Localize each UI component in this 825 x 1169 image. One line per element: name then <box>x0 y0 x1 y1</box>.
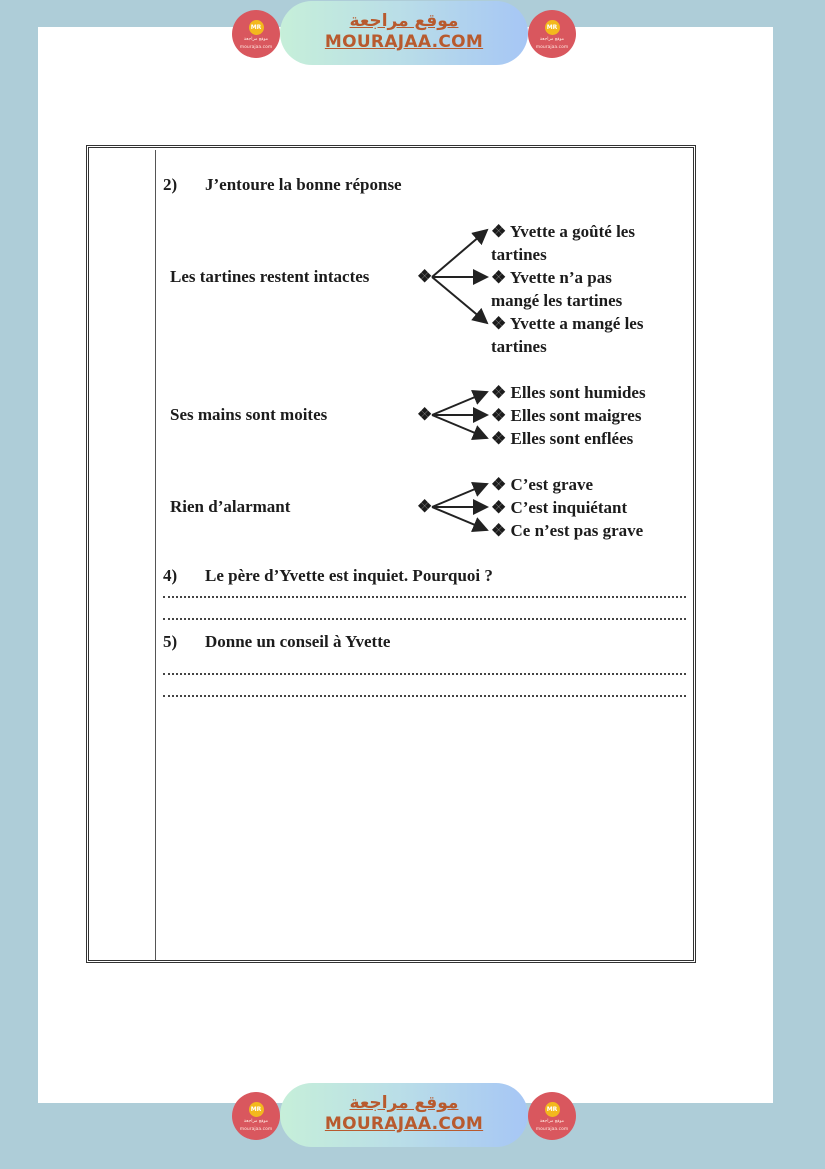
logo-text: موقع مراجعة <box>539 37 565 42</box>
arrow-line <box>432 415 487 438</box>
logo-small: mourajaa.com <box>535 1127 569 1132</box>
prompt-bullet: ❖ <box>417 497 433 516</box>
choice-option[interactable]: ❖ Elles sont humides <box>491 383 646 402</box>
logo-text: موقع مراجعة <box>243 1119 269 1124</box>
choice-option[interactable]: ❖ Elles sont enflées <box>491 429 634 448</box>
logo-small: mourajaa.com <box>239 45 273 50</box>
prompt-alarmant: Rien d’alarmant <box>170 497 291 516</box>
logo-mark: MR <box>545 1102 560 1117</box>
arrow-line <box>432 507 487 530</box>
choice-option[interactable]: tartines <box>491 245 547 264</box>
question-5-number: 5) <box>163 632 178 651</box>
site-name-arabic[interactable]: موقع مراجعة <box>349 11 459 31</box>
question-2-number: 2) <box>163 175 178 194</box>
logo-mark: MR <box>249 20 264 35</box>
prompt-mains: Ses mains sont moites <box>170 405 328 424</box>
prompt-bullet: ❖ <box>417 267 433 286</box>
logo-text: موقع مراجعة <box>243 37 269 42</box>
question-5-text: Donne un conseil à Yvette <box>205 632 391 651</box>
prompt-tartines: Les tartines restent intactes <box>170 267 370 286</box>
question-4-text: Le père d’Yvette est inquiet. Pourquoi ? <box>205 566 493 585</box>
choice-option[interactable]: ❖ Yvette a goûté les <box>491 222 635 241</box>
logo-small: mourajaa.com <box>239 1127 273 1132</box>
logo-small: mourajaa.com <box>535 45 569 50</box>
logo-mark: MR <box>545 20 560 35</box>
prompt-bullet: ❖ <box>417 405 433 424</box>
choice-option[interactable]: tartines <box>491 337 547 356</box>
choice-option[interactable]: ❖ Yvette a mangé les <box>491 314 644 333</box>
question-2-text: J’entoure la bonne réponse <box>205 175 402 194</box>
choice-option[interactable]: mangé les tartines <box>491 291 623 310</box>
arrow-line <box>432 484 487 507</box>
choice-option[interactable]: ❖ C’est inquiétant <box>491 498 628 517</box>
site-url[interactable]: MOURAJAA.COM <box>324 1114 484 1134</box>
arrow-line <box>432 392 487 415</box>
arrow-line <box>432 230 487 277</box>
choice-option[interactable]: ❖ Elles sont maigres <box>491 406 642 425</box>
choice-option[interactable]: ❖ Ce n’est pas grave <box>491 521 644 540</box>
choice-option[interactable]: ❖ Yvette n’a pas <box>491 268 612 287</box>
arrow-line <box>432 277 487 323</box>
choice-option[interactable]: ❖ C’est grave <box>491 475 594 494</box>
logo-text: موقع مراجعة <box>539 1119 565 1124</box>
answer-line[interactable] <box>163 673 686 675</box>
answer-line[interactable] <box>163 596 686 598</box>
answer-line[interactable] <box>163 695 686 697</box>
logo-mark: MR <box>249 1102 264 1117</box>
site-url[interactable]: MOURAJAA.COM <box>324 32 484 52</box>
answer-line[interactable] <box>163 618 686 620</box>
site-name-arabic[interactable]: موقع مراجعة <box>349 1093 459 1113</box>
question-4-number: 4) <box>163 566 178 585</box>
